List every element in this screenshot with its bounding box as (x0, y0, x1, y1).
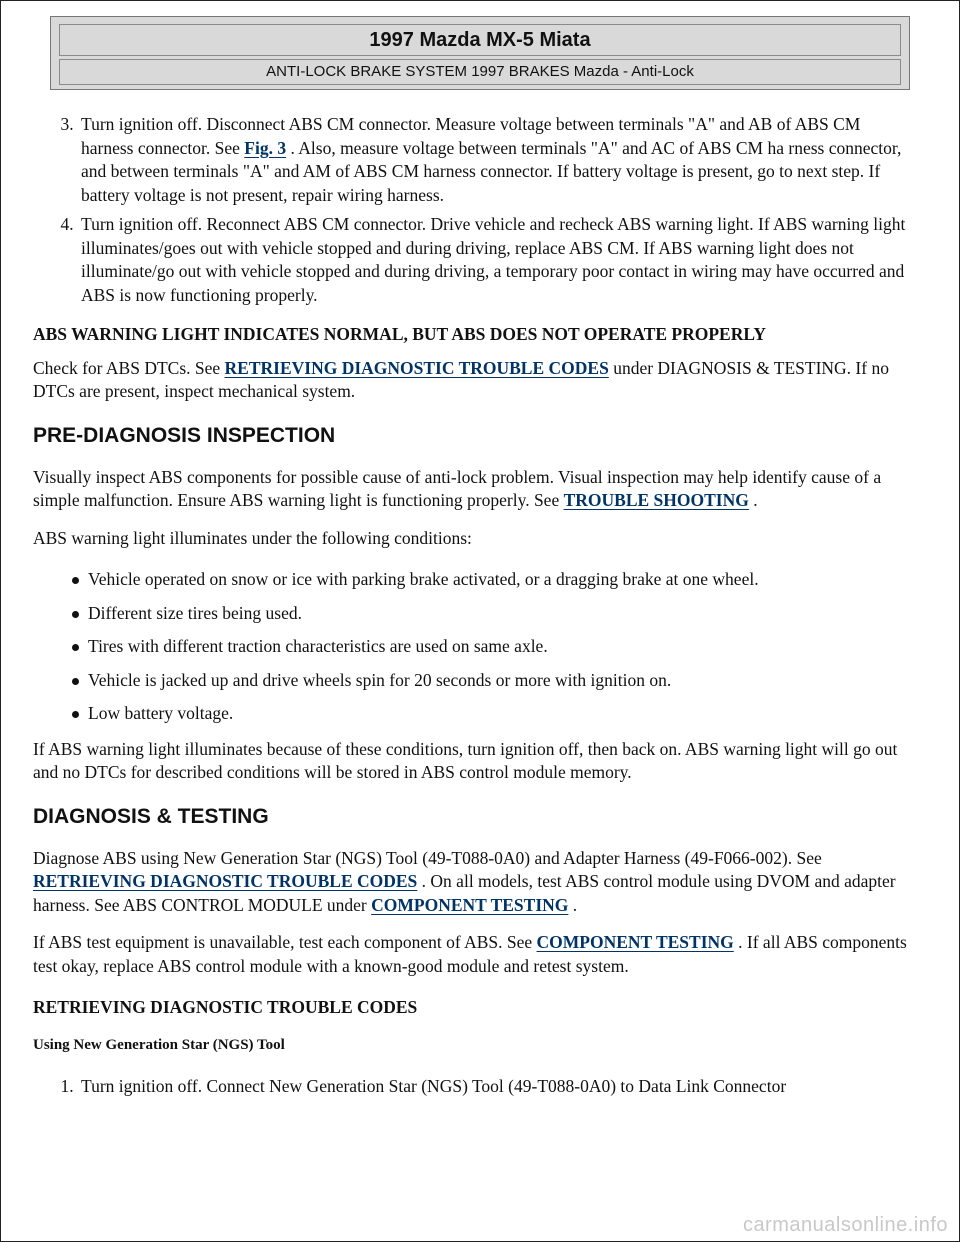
abs-normal-text-a: Check for ABS DTCs. See (33, 357, 225, 378)
condition-text: Vehicle operated on snow or ice with parking brake activated, or a dragging brake at one wheel. (88, 569, 759, 589)
abs-normal-text-b: under DIAGNOSIS & TESTING. If no DTCs are present, inspect mechanical system. (33, 357, 889, 401)
retrieving-heading: RETRIEVING DIAGNOSTIC TROUBLE CODES (33, 997, 418, 1017)
conditions-list (33, 568, 913, 726)
list-item (88, 602, 913, 626)
bullet-icon (72, 711, 79, 718)
bullet-icon (72, 577, 79, 584)
retrieving-dtc-link[interactable]: RETRIEVING DIAGNOSTIC TROUBLE CODES (224, 357, 609, 378)
component-testing-link[interactable]: COMPONENT TESTING (371, 894, 569, 915)
abs-normal-paragraph (33, 357, 913, 404)
step-3-text-a: Turn ignition off. Disconnect ABS CM connector. Measure voltage between terminals "A" and AB of ABS CM harness connector. See (81, 114, 861, 158)
diag2-text-a: If ABS test equipment is unavailable, test each component of ABS. See (33, 932, 537, 952)
step-list-top (33, 113, 913, 307)
step-4 (78, 213, 913, 307)
diag-text-a: Diagnose ABS using New Generation Star (NGS) Tool (49-T088-0A0) and Adapter Harness (49-F066-002). See (33, 847, 822, 868)
header-title: 1997 Mazda MX-5 Miata (59, 24, 901, 56)
conditions-after-paragraph: If ABS warning light illuminates because of these conditions, turn ignition off, then back on. ABS warning light will go out and no DTCs for described conditions will be stored in ABS control module memory. (33, 738, 898, 782)
bullet-icon (72, 644, 79, 651)
diag2-text-b: . If all ABS components test okay, replace ABS control module with a known-good module and retest system. (33, 932, 907, 976)
manual-content (33, 113, 913, 1105)
pre-diagnosis-text-a: Visually inspect ABS components for possible cause of anti-lock problem. Visual inspection may help identify cause of a simple malfunction. Ensure ABS warning light is functioning properly. See (33, 466, 882, 510)
condition-text: Tires with different traction characteristics are used on same axle. (88, 636, 548, 656)
abs-normal-heading: ABS WARNING LIGHT INDICATES NORMAL, BUT ABS DOES NOT OPERATE PROPERLY (33, 324, 767, 344)
list-item (88, 702, 913, 726)
bullet-icon (72, 611, 79, 618)
pre-diagnosis-heading: PRE-DIAGNOSIS INSPECTION (33, 423, 336, 447)
fig-3-link[interactable]: Fig. 3 (244, 137, 287, 158)
diag-text-b: . On all models, test ABS control module using DVOM and adapter harness. See ABS CONTROL MODULE under (33, 871, 896, 915)
diagnosis-paragraph-2 (33, 931, 913, 978)
diagnosis-testing-heading: DIAGNOSIS & TESTING (33, 804, 269, 828)
list-item (88, 568, 913, 592)
trouble-shooting-link[interactable]: TROUBLE SHOOTING (563, 490, 749, 510)
page-header (50, 16, 910, 90)
step-3 (78, 113, 913, 207)
diag-text-c: . (568, 894, 578, 915)
step-list-retrieving (33, 1075, 913, 1099)
step-1-text: Turn ignition off. Connect New Generation Star (NGS) Tool (49-T088-0A0) to Data Link Connector (81, 1076, 787, 1096)
list-item (88, 635, 913, 659)
diagnosis-paragraph-1 (33, 847, 913, 918)
conditions-intro: ABS warning light illuminates under the following conditions: (33, 527, 472, 548)
component-testing-link-2[interactable]: COMPONENT TESTING (536, 932, 734, 952)
header-subtitle: ANTI-LOCK BRAKE SYSTEM 1997 BRAKES Mazda - Anti-Lock (59, 59, 901, 85)
retrieving-dtc-link-2[interactable]: RETRIEVING DIAGNOSTIC TROUBLE CODES (33, 871, 418, 891)
step-1 (78, 1075, 913, 1099)
list-item (88, 669, 913, 693)
condition-text: Low battery voltage. (88, 703, 234, 723)
watermark-text: carmanualsonline.info (742, 1214, 948, 1236)
pre-diagnosis-text-b: . (748, 490, 758, 510)
condition-text: Different size tires being used. (88, 602, 302, 623)
bullet-icon (72, 678, 79, 685)
condition-text: Vehicle is jacked up and drive wheels spin for 20 seconds or more with ignition on. (88, 669, 672, 690)
ngs-subheading: Using New Generation Star (NGS) Tool (33, 1036, 285, 1053)
step-4-text: Turn ignition off. Reconnect ABS CM connector. Drive vehicle and recheck ABS warning light. If ABS warning light illuminates/goes out with vehicle stopped and during driving, replace ABS CM. If ABS warning light does not illuminate/go out with vehicle stopped and during driving, a temporary poor contact in wiring may have occurred and ABS is now functioning properly. (81, 214, 906, 305)
pre-diagnosis-paragraph (33, 466, 913, 513)
step-3-text-b: . Also, measure voltage between terminals "A" and AC of ABS CM ha rness connector, and between terminals "A" and AM of ABS CM harness connector. If battery voltage is present, go to next step. If battery voltage is not present, repair wiring harness. (81, 137, 902, 205)
